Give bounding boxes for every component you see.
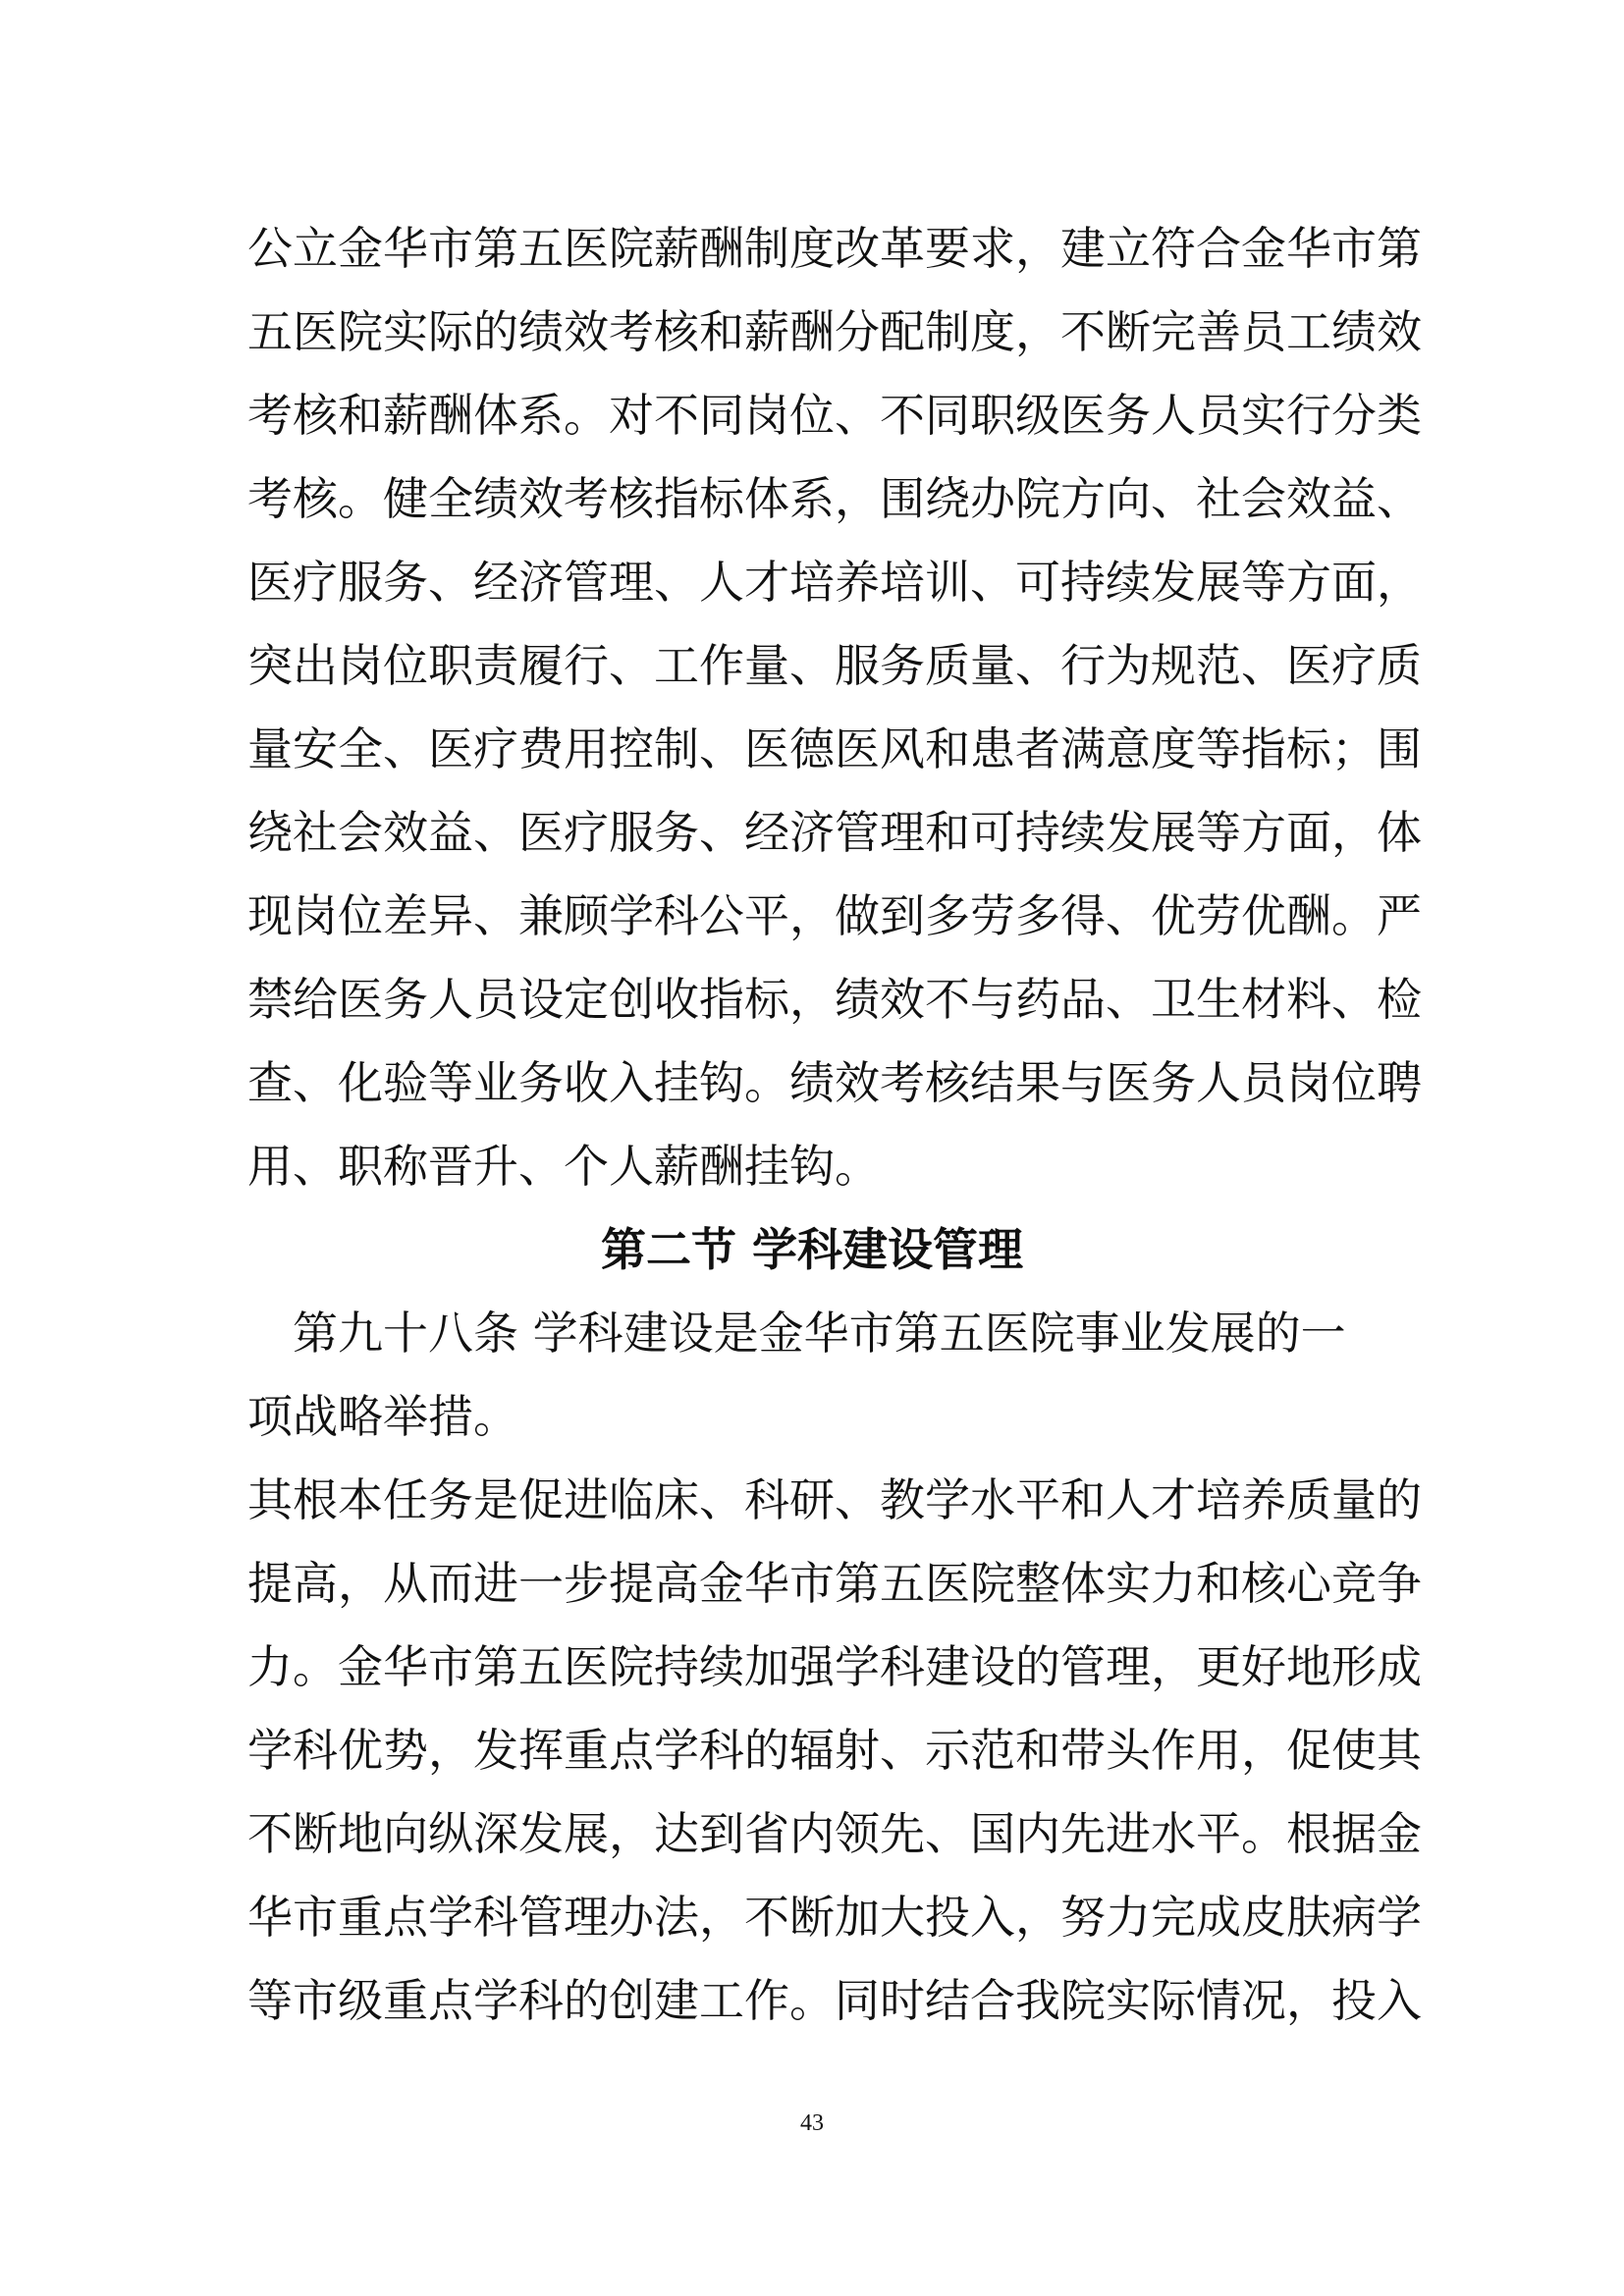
section-heading: 第二节 学科建设管理: [600, 1223, 1023, 1276]
body-text-line: 绕社会效益、医疗服务、经济管理和可持续发展等方面，体: [247, 806, 1422, 859]
body-text-line: 现岗位差异、兼顾学科公平，做到多劳多得、优劳优酬。严: [247, 889, 1422, 942]
body-text-line: 查、化验等业务收入挂钩。绩效考核结果与医务人员岗位聘: [247, 1056, 1422, 1109]
article-text-line: 第九十八条 学科建设是金华市第五医院事业发展的一: [247, 1307, 1346, 1360]
body-text-line: 五医院实际的绩效考核和薪酬分配制度，不断完善员工绩效: [247, 305, 1422, 358]
body-text-line: 等市级重点学科的创建工作。同时结合我院实际情况，投入: [247, 1974, 1422, 2027]
body-text-line: 禁给医务人员设定创收指标，绩效不与药品、卫生材料、检: [247, 973, 1422, 1026]
body-text-line: 提高，从而进一步提高金华市第五医院整体实力和核心竞争: [247, 1557, 1422, 1610]
page-number: 43: [800, 2110, 824, 2136]
body-text-line: 学科优势，发挥重点学科的辐射、示范和带头作用，促使其: [247, 1724, 1422, 1777]
body-text-line: 其根本任务是促进临床、科研、教学水平和人才培养质量的: [247, 1473, 1422, 1526]
body-text-line: 考核。健全绩效考核指标体系，围绕办院方向、社会效益、: [247, 472, 1422, 525]
body-text-line: 用、职称晋升、个人薪酬挂钩。: [247, 1140, 880, 1193]
body-text-line: 不断地向纵深发展，达到省内领先、国内先进水平。根据金: [247, 1807, 1422, 1860]
body-text-line: 华市重点学科管理办法，不断加大投入，努力完成皮肤病学: [247, 1891, 1422, 1944]
body-text-line: 医疗服务、经济管理、人才培养培训、可持续发展等方面，: [247, 556, 1422, 609]
body-text-line: 量安全、医疗费用控制、医德医风和患者满意度等指标；围: [247, 722, 1422, 775]
body-text-line: 突出岗位职责履行、工作量、服务质量、行为规范、医疗质: [247, 639, 1422, 692]
body-text-line: 力。金华市第五医院持续加强学科建设的管理，更好地形成: [247, 1640, 1422, 1693]
body-text-line: 考核和薪酬体系。对不同岗位、不同职级医务人员实行分类: [247, 389, 1422, 442]
body-text-line: 公立金华市第五医院薪酬制度改革要求，建立符合金华市第: [247, 222, 1422, 275]
article-text-line: 项战略举措。: [247, 1390, 518, 1443]
